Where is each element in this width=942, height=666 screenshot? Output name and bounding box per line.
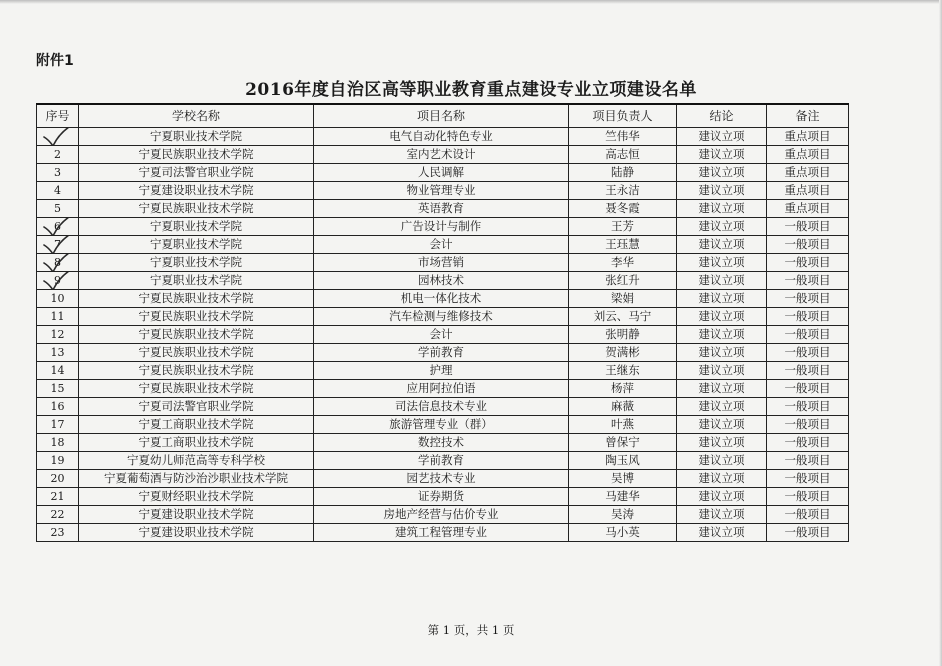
cell-conclusion: 建议立项 xyxy=(677,164,767,182)
serial-number: 17 xyxy=(50,418,65,431)
table-row xyxy=(37,164,849,182)
cell-leader: 聂冬霞 xyxy=(569,200,677,218)
cell-leader: 陶玉风 xyxy=(569,452,677,470)
table-row xyxy=(37,344,849,362)
cell-serial xyxy=(37,254,79,272)
cell-project: 数控技术 xyxy=(314,434,569,452)
table-row xyxy=(37,416,849,434)
cell-serial xyxy=(37,128,79,146)
cell-school: 宁夏民族职业技术学院 xyxy=(79,290,314,308)
table-row xyxy=(37,380,849,398)
header-serial: 序号 xyxy=(37,104,79,128)
serial-number: 5 xyxy=(54,202,61,215)
cell-serial xyxy=(37,272,79,290)
cell-conclusion: 建议立项 xyxy=(677,362,767,380)
cell-serial xyxy=(37,524,79,542)
table-row xyxy=(37,488,849,506)
table-row xyxy=(37,182,849,200)
cell-conclusion: 建议立项 xyxy=(677,272,767,290)
header-leader: 项目负责人 xyxy=(569,104,677,128)
serial-number: 20 xyxy=(50,472,65,485)
cell-project: 广告设计与制作 xyxy=(314,218,569,236)
serial-number: 21 xyxy=(50,490,65,503)
cell-school: 宁夏司法警官职业学院 xyxy=(79,398,314,416)
cell-leader: 张明静 xyxy=(569,326,677,344)
cell-leader: 杨萍 xyxy=(569,380,677,398)
header-conclusion: 结论 xyxy=(677,104,767,128)
cell-conclusion: 建议立项 xyxy=(677,416,767,434)
cell-school: 宁夏财经职业技术学院 xyxy=(79,488,314,506)
cell-note: 一般项目 xyxy=(767,416,849,434)
cell-project: 园林技术 xyxy=(314,272,569,290)
cell-serial xyxy=(37,146,79,164)
cell-conclusion: 建议立项 xyxy=(677,470,767,488)
serial-number: 4 xyxy=(54,184,61,197)
cell-leader: 刘云、马宁 xyxy=(569,308,677,326)
header-school: 学校名称 xyxy=(79,104,314,128)
cell-conclusion: 建议立项 xyxy=(677,434,767,452)
serial-number: 2 xyxy=(54,148,61,161)
attachment-label: 附件1 xyxy=(36,53,74,69)
serial-number: 13 xyxy=(50,346,65,359)
cell-note: 一般项目 xyxy=(767,290,849,308)
cell-leader: 李华 xyxy=(569,254,677,272)
cell-project: 护理 xyxy=(314,362,569,380)
cell-school: 宁夏职业技术学院 xyxy=(79,272,314,290)
cell-project: 建筑工程管理专业 xyxy=(314,524,569,542)
cell-note: 一般项目 xyxy=(767,524,849,542)
cell-note: 一般项目 xyxy=(767,506,849,524)
cell-project: 司法信息技术专业 xyxy=(314,398,569,416)
cell-project: 房地产经营与估价专业 xyxy=(314,506,569,524)
cell-serial xyxy=(37,344,79,362)
serial-number: 8 xyxy=(54,256,61,269)
project-table xyxy=(36,103,849,542)
cell-leader: 马建华 xyxy=(569,488,677,506)
cell-school: 宁夏民族职业技术学院 xyxy=(79,146,314,164)
table-row xyxy=(37,200,849,218)
cell-school: 宁夏民族职业技术学院 xyxy=(79,200,314,218)
cell-project: 学前教育 xyxy=(314,452,569,470)
cell-school: 宁夏民族职业技术学院 xyxy=(79,344,314,362)
cell-leader: 王珏慧 xyxy=(569,236,677,254)
cell-note: 一般项目 xyxy=(767,272,849,290)
cell-conclusion: 建议立项 xyxy=(677,218,767,236)
cell-conclusion: 建议立项 xyxy=(677,506,767,524)
serial-number: 19 xyxy=(50,454,65,467)
cell-leader: 曾保宁 xyxy=(569,434,677,452)
cell-project: 园艺技术专业 xyxy=(314,470,569,488)
cell-note: 一般项目 xyxy=(767,470,849,488)
cell-serial xyxy=(37,218,79,236)
cell-note: 一般项目 xyxy=(767,452,849,470)
cell-leader: 叶燕 xyxy=(569,416,677,434)
serial-number: 23 xyxy=(50,526,65,539)
cell-conclusion: 建议立项 xyxy=(677,452,767,470)
table-row xyxy=(37,308,849,326)
cell-leader: 王芳 xyxy=(569,218,677,236)
cell-school: 宁夏建设职业技术学院 xyxy=(79,506,314,524)
cell-project: 学前教育 xyxy=(314,344,569,362)
table-row xyxy=(37,470,849,488)
cell-serial xyxy=(37,470,79,488)
serial-number: 16 xyxy=(50,400,65,413)
cell-project: 机电一体化技术 xyxy=(314,290,569,308)
table-row xyxy=(37,506,849,524)
table-row xyxy=(37,398,849,416)
table-row xyxy=(37,146,849,164)
serial-number: 6 xyxy=(54,220,61,233)
cell-note: 一般项目 xyxy=(767,254,849,272)
cell-project: 人民调解 xyxy=(314,164,569,182)
cell-serial xyxy=(37,290,79,308)
table-row xyxy=(37,218,849,236)
cell-school: 宁夏建设职业技术学院 xyxy=(79,524,314,542)
cell-project: 室内艺术设计 xyxy=(314,146,569,164)
cell-note: 一般项目 xyxy=(767,488,849,506)
cell-school: 宁夏职业技术学院 xyxy=(79,128,314,146)
cell-conclusion: 建议立项 xyxy=(677,128,767,146)
table-header-row xyxy=(37,104,849,128)
cell-note: 一般项目 xyxy=(767,380,849,398)
table-row xyxy=(37,524,849,542)
serial-number: 18 xyxy=(50,436,65,449)
cell-leader: 王永洁 xyxy=(569,182,677,200)
cell-project: 物业管理专业 xyxy=(314,182,569,200)
cell-school: 宁夏民族职业技术学院 xyxy=(79,362,314,380)
cell-leader: 王继东 xyxy=(569,362,677,380)
serial-number: 14 xyxy=(50,364,65,377)
cell-conclusion: 建议立项 xyxy=(677,488,767,506)
cell-note: 重点项目 xyxy=(767,164,849,182)
cell-serial xyxy=(37,416,79,434)
cell-school: 宁夏工商职业技术学院 xyxy=(79,416,314,434)
serial-number: 15 xyxy=(50,382,65,395)
cell-school: 宁夏葡萄酒与防沙治沙职业技术学院 xyxy=(79,470,314,488)
cell-project: 电气自动化特色专业 xyxy=(314,128,569,146)
scan-edge-top xyxy=(0,0,942,4)
cell-school: 宁夏民族职业技术学院 xyxy=(79,380,314,398)
cell-project: 市场营销 xyxy=(314,254,569,272)
cell-note: 一般项目 xyxy=(767,398,849,416)
cell-leader: 陆静 xyxy=(569,164,677,182)
serial-number: 9 xyxy=(54,274,61,287)
cell-conclusion: 建议立项 xyxy=(677,236,767,254)
cell-leader: 贺满彬 xyxy=(569,344,677,362)
cell-serial xyxy=(37,362,79,380)
cell-note: 重点项目 xyxy=(767,146,849,164)
table-row xyxy=(37,434,849,452)
cell-conclusion: 建议立项 xyxy=(677,524,767,542)
cell-conclusion: 建议立项 xyxy=(677,308,767,326)
serial-number: 22 xyxy=(50,508,65,521)
cell-note: 一般项目 xyxy=(767,308,849,326)
cell-leader: 梁娟 xyxy=(569,290,677,308)
cell-conclusion: 建议立项 xyxy=(677,344,767,362)
cell-project: 证券期货 xyxy=(314,488,569,506)
cell-conclusion: 建议立项 xyxy=(677,254,767,272)
cell-conclusion: 建议立项 xyxy=(677,290,767,308)
cell-school: 宁夏职业技术学院 xyxy=(79,254,314,272)
cell-serial xyxy=(37,452,79,470)
cell-serial xyxy=(37,200,79,218)
cell-school: 宁夏建设职业技术学院 xyxy=(79,182,314,200)
cell-school: 宁夏民族职业技术学院 xyxy=(79,326,314,344)
cell-serial xyxy=(37,236,79,254)
serial-number: 12 xyxy=(50,328,65,341)
cell-conclusion: 建议立项 xyxy=(677,182,767,200)
cell-leader: 麻薇 xyxy=(569,398,677,416)
cell-leader: 马小英 xyxy=(569,524,677,542)
cell-leader: 吴博 xyxy=(569,470,677,488)
cell-school: 宁夏司法警官职业学院 xyxy=(79,164,314,182)
cell-note: 重点项目 xyxy=(767,128,849,146)
cell-note: 一般项目 xyxy=(767,362,849,380)
cell-serial xyxy=(37,380,79,398)
cell-note: 一般项目 xyxy=(767,344,849,362)
cell-school: 宁夏职业技术学院 xyxy=(79,218,314,236)
cell-conclusion: 建议立项 xyxy=(677,326,767,344)
cell-conclusion: 建议立项 xyxy=(677,380,767,398)
cell-serial xyxy=(37,398,79,416)
cell-conclusion: 建议立项 xyxy=(677,146,767,164)
cell-project: 应用阿拉伯语 xyxy=(314,380,569,398)
cell-school: 宁夏民族职业技术学院 xyxy=(79,308,314,326)
cell-leader: 竺伟华 xyxy=(569,128,677,146)
cell-note: 一般项目 xyxy=(767,434,849,452)
cell-leader: 吴涛 xyxy=(569,506,677,524)
cell-serial xyxy=(37,488,79,506)
table-row xyxy=(37,272,849,290)
cell-note: 一般项目 xyxy=(767,236,849,254)
cell-leader: 高志恒 xyxy=(569,146,677,164)
check-mark-icon xyxy=(41,128,75,146)
cell-school: 宁夏职业技术学院 xyxy=(79,236,314,254)
cell-leader: 张红升 xyxy=(569,272,677,290)
table-row xyxy=(37,254,849,272)
cell-project: 英语教育 xyxy=(314,200,569,218)
cell-note: 重点项目 xyxy=(767,200,849,218)
cell-note: 一般项目 xyxy=(767,326,849,344)
cell-serial xyxy=(37,164,79,182)
serial-number: 10 xyxy=(50,292,65,305)
cell-serial xyxy=(37,308,79,326)
cell-serial xyxy=(37,434,79,452)
cell-project: 会计 xyxy=(314,236,569,254)
cell-conclusion: 建议立项 xyxy=(677,398,767,416)
cell-school: 宁夏幼儿师范高等专科学校 xyxy=(79,452,314,470)
table-row xyxy=(37,290,849,308)
table-body xyxy=(37,128,849,542)
serial-number: 11 xyxy=(50,310,65,323)
cell-school: 宁夏工商职业技术学院 xyxy=(79,434,314,452)
cell-conclusion: 建议立项 xyxy=(677,200,767,218)
cell-project: 汽车检测与维修技术 xyxy=(314,308,569,326)
page-footer: 第 1 页，共 1 页 xyxy=(427,623,515,637)
cell-note: 重点项目 xyxy=(767,182,849,200)
cell-project: 会计 xyxy=(314,326,569,344)
header-note: 备注 xyxy=(767,104,849,128)
table-row xyxy=(37,326,849,344)
cell-note: 一般项目 xyxy=(767,218,849,236)
serial-number: 7 xyxy=(54,238,61,251)
table-row xyxy=(37,236,849,254)
cell-serial xyxy=(37,506,79,524)
cell-project: 旅游管理专业（群） xyxy=(314,416,569,434)
header-project: 项目名称 xyxy=(314,104,569,128)
cell-serial xyxy=(37,326,79,344)
table-row xyxy=(37,128,849,146)
serial-number: 3 xyxy=(54,166,61,179)
cell-serial xyxy=(37,182,79,200)
table-row xyxy=(37,452,849,470)
page-title: 2016年度自治区高等职业教育重点建设专业立项建设名单 xyxy=(245,80,697,100)
table-row xyxy=(37,362,849,380)
